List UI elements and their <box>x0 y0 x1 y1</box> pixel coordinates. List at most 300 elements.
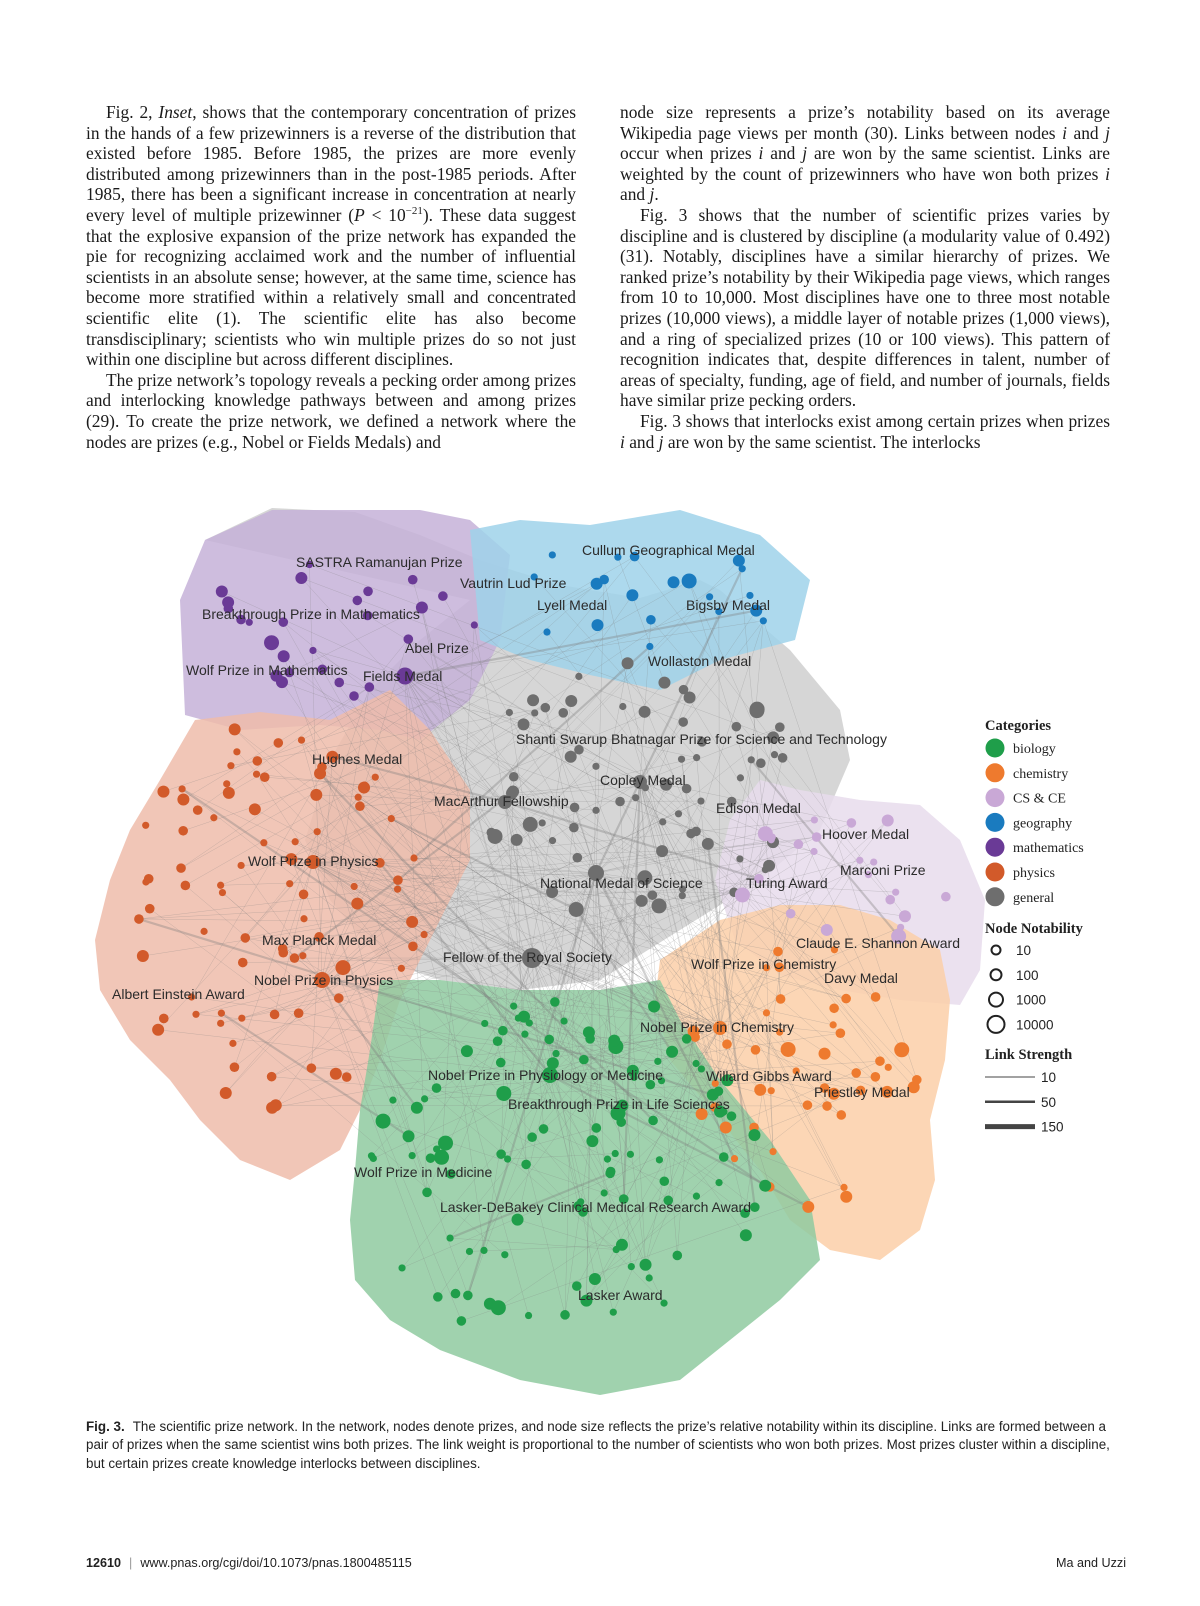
prize-node-cs <box>892 889 899 896</box>
prize-node-physics <box>181 881 191 891</box>
text-run: and <box>1066 122 1106 143</box>
prize-node-chemistry <box>802 1201 814 1213</box>
prize-node-biology <box>659 1176 669 1186</box>
prize-node-biology <box>750 1202 760 1212</box>
legend-notability-label: 10 <box>1016 943 1032 958</box>
prize-node-biology <box>740 1229 752 1241</box>
prize-node-geography <box>591 578 603 590</box>
prize-node-physics <box>233 748 240 755</box>
prize-node-general <box>575 673 582 680</box>
caption-label: Fig. 3. <box>86 1419 125 1434</box>
prize-node-general <box>679 892 686 899</box>
prize-node-biology <box>715 1179 722 1186</box>
prize-node-general <box>636 895 648 907</box>
prize-node-geography <box>592 619 604 631</box>
prize-node-general <box>511 834 523 846</box>
prize-node-biology <box>432 1083 442 1093</box>
prize-node-general <box>732 722 742 732</box>
prize-label: National Medal of Science <box>540 875 703 891</box>
legend-categories-title: Categories <box>985 718 1052 734</box>
prize-node-chemistry <box>912 1075 922 1085</box>
prize-node-biology <box>748 1129 760 1141</box>
prize-node-physics <box>299 952 306 959</box>
prize-node-general <box>569 823 579 833</box>
prize-node-physics <box>220 1087 232 1099</box>
prize-node-cs <box>882 814 894 826</box>
prize-node-geography <box>549 551 556 558</box>
prize-node-biology <box>592 1123 602 1133</box>
text-run: and <box>624 431 659 452</box>
prize-label: Shanti Swarup Bhatnagar Prize for Science and Technology <box>516 731 887 747</box>
legend-category-label: physics <box>1013 866 1055 881</box>
prize-label: Lasker Award <box>578 1287 663 1303</box>
prize-node-biology <box>481 1020 488 1027</box>
prize-node-general <box>656 845 668 857</box>
legend-category-label: biology <box>1013 742 1056 757</box>
prize-node-general <box>771 751 778 758</box>
prize-node-physics <box>266 1102 278 1114</box>
prize-node-physics <box>217 1020 224 1027</box>
prize-label: Davy Medal <box>824 970 898 986</box>
prize-node-mathematics <box>471 621 478 628</box>
prize-label: Fields Medal <box>363 668 443 684</box>
prize-node-biology <box>398 1264 405 1271</box>
prize-node-general <box>778 753 788 763</box>
prize-node-physics <box>179 785 186 792</box>
prize-node-physics <box>398 965 405 972</box>
prize-node-biology <box>521 1160 531 1170</box>
prize-node-physics <box>200 928 207 935</box>
prize-node-geography <box>739 565 746 572</box>
prize-node-physics <box>238 862 245 869</box>
prize-node-physics <box>145 904 155 914</box>
prize-node-physics <box>334 993 344 1003</box>
prize-node-general <box>592 807 599 814</box>
prize-node-general <box>652 898 667 913</box>
prize-node-physics <box>177 793 189 805</box>
prize-node-biology <box>604 1156 611 1163</box>
prize-node-general <box>684 691 696 703</box>
prize-node-physics <box>238 1015 245 1022</box>
prize-node-biology <box>376 1114 391 1129</box>
prize-node-physics <box>178 826 188 836</box>
prize-node-general <box>615 797 625 807</box>
legend-category-label: general <box>1013 890 1055 906</box>
prize-label: Wolf Prize in Chemistry <box>691 956 837 972</box>
prize-node-biology <box>610 1309 617 1316</box>
prize-node-cs <box>899 910 911 922</box>
prize-node-physics <box>299 890 309 900</box>
prize-node-physics <box>193 805 203 815</box>
legend-category-label: CS & CE <box>1013 791 1066 807</box>
caption-text: The scientific prize network. In the network, nodes denote prizes, and node size reflects the prize’s relative notability within its discipline. Links are formed between a pair of prizes when the same scientist wins both prizes. The link weight is proportional to the number of scientists who won both prizes. Most prizes cluster within a discipline, but certain prizes create knowledge interlocks between disciplines. <box>86 1419 1110 1471</box>
prize-node-biology <box>727 1111 737 1121</box>
text-run: i <box>1105 163 1110 184</box>
prize-node-physics <box>223 780 230 787</box>
prize-node-biology <box>422 1188 432 1198</box>
legend-swatch-geography <box>986 813 1005 832</box>
legend-swatch-chemistry <box>986 763 1005 782</box>
prize-node-mathematics <box>264 635 279 650</box>
prize-node-chemistry <box>871 992 881 1002</box>
prize-node-physics <box>260 839 267 846</box>
legend-swatch-mathematics <box>986 838 1005 857</box>
prize-node-biology <box>438 1136 453 1151</box>
legend-notability-label: 100 <box>1016 967 1039 983</box>
prize-node-mathematics <box>216 586 228 598</box>
prize-node-biology <box>409 1152 416 1159</box>
prize-node-physics <box>253 756 263 766</box>
footer-separator: | <box>129 1556 133 1570</box>
legend-notability-circle <box>991 969 1002 980</box>
text-run: The prize network’s topology reveals a pecking order among prizes and interlocking knowledge pathways between and among prizes (29). To create the prize network, we defined a network where the nodes are prizes (e.g., Nobel or Fields Medals) and <box>86 369 576 452</box>
prize-node-physics <box>361 781 368 788</box>
prize-node-biology <box>550 997 560 1007</box>
left_column-paragraph <box>86 370 576 452</box>
prize-node-physics <box>388 815 395 822</box>
prize-node-physics <box>152 1024 164 1036</box>
prize-node-physics <box>294 1008 304 1018</box>
prize-node-physics <box>307 1063 317 1073</box>
prize-node-biology <box>466 1248 473 1255</box>
prize-node-biology <box>560 1310 570 1320</box>
prize-label: Cullum Geographical Medal <box>582 542 755 558</box>
prize-node-physics <box>217 882 224 889</box>
prize-label: Wolf Prize in Mathematics <box>186 662 348 678</box>
prize-node-chemistry <box>840 1184 847 1191</box>
prize-node-biology <box>601 1189 608 1196</box>
prize-node-physics <box>176 863 186 873</box>
prize-node-physics <box>249 803 261 815</box>
legend-notability-circle <box>989 993 1003 1007</box>
prize-node-mathematics <box>438 591 448 601</box>
prize-node-physics <box>210 814 217 821</box>
prize-node-biology <box>666 1046 678 1058</box>
prize-node-general <box>702 838 714 850</box>
prize-node-general <box>506 709 513 716</box>
legend-link-label: 150 <box>1041 1119 1064 1135</box>
prize-node-physics <box>219 889 226 896</box>
prize-label: Albert Einstein Award <box>112 986 245 1002</box>
prize-node-biology <box>498 1026 508 1036</box>
prize-label: Claude E. Shannon Award <box>796 935 960 951</box>
prize-node-chemistry <box>751 1045 761 1055</box>
running-authors: Ma and Uzzi <box>1056 1556 1126 1570</box>
prize-label: Marconi Prize <box>840 862 926 878</box>
prize-node-biology <box>544 1035 554 1045</box>
prize-node-physics <box>300 915 307 922</box>
prize-node-physics <box>142 878 149 885</box>
prize-node-physics <box>342 1072 352 1082</box>
prize-node-physics <box>142 822 149 829</box>
prize-node-chemistry <box>763 1009 770 1016</box>
figure-legend <box>985 718 1084 1135</box>
legend-notability-title: Node Notability <box>985 921 1083 937</box>
prize-node-biology <box>560 1017 567 1024</box>
prize-node-biology <box>389 1097 396 1104</box>
prize-node-biology <box>759 1180 771 1192</box>
prize-node-chemistry <box>776 994 786 1004</box>
prize-node-mathematics <box>334 678 344 688</box>
prize-node-geography <box>626 589 638 601</box>
legend-category-label: geography <box>1013 816 1073 832</box>
left_column-paragraph <box>86 102 576 370</box>
prize-node-general <box>549 837 556 844</box>
prize-node-biology <box>426 1153 436 1163</box>
body-left-column <box>86 102 576 452</box>
prize-node-general <box>518 718 530 730</box>
prize-node-chemistry <box>781 1042 796 1057</box>
prize-label: SASTRA Ramanujan Prize <box>296 554 463 570</box>
prize-label: Edison Medal <box>716 800 801 816</box>
prize-node-cs <box>885 895 895 905</box>
text-run: ). These data suggest that the explosive expansion of the prize network has expanded the pie for recognizing acclaimed work and the number of influential scientists in an absolute sense; however, at the same time, science has become more stratified within a relatively small and concentrated scientific elite (1). The scientific elite has also become transdisciplinary; scientists who win multiple prizes do so not just within one discipline but across different disciplines. <box>86 204 576 370</box>
prize-node-general <box>659 818 666 825</box>
prize-node-biology <box>521 1031 528 1038</box>
text-run: . <box>654 184 659 205</box>
prize-node-physics <box>227 762 234 769</box>
prize-node-geography <box>682 573 697 588</box>
prize-node-biology <box>368 1152 375 1159</box>
prize-node-chemistry <box>754 1084 766 1096</box>
prize-node-geography <box>646 615 656 625</box>
prize-node-general <box>619 703 626 710</box>
legend-notability-circle <box>992 946 1001 955</box>
prize-label: Copley Medal <box>600 772 686 788</box>
prize-label: Breakthrough Prize in Life Sciences <box>508 1096 730 1112</box>
legend-link-label: 50 <box>1041 1094 1057 1110</box>
prize-node-general <box>697 797 704 804</box>
prize-network-figure <box>85 506 1125 1406</box>
prize-node-biology <box>491 1300 506 1315</box>
prize-node-chemistry <box>720 1121 732 1133</box>
right_column-paragraph <box>620 205 1110 411</box>
prize-node-biology <box>656 1156 663 1163</box>
prize-node-physics <box>298 736 305 743</box>
text-run: Fig. 2, <box>106 102 159 122</box>
right_column-paragraph <box>620 102 1110 205</box>
prize-node-biology <box>403 1130 415 1142</box>
text-run: i <box>620 431 625 452</box>
right_column-paragraph <box>620 411 1110 452</box>
prize-node-physics <box>274 738 284 748</box>
region-mathematics <box>180 510 510 740</box>
prize-node-mathematics <box>353 596 363 606</box>
prize-node-physics <box>223 787 235 799</box>
prize-node-physics <box>229 1040 236 1047</box>
prize-node-chemistry <box>840 1191 852 1203</box>
prize-node-chemistry <box>841 994 851 1004</box>
legend-category-label: mathematics <box>1013 841 1084 857</box>
prize-node-physics <box>355 801 365 811</box>
prize-label: Hoover Medal <box>822 826 910 842</box>
legend-notability-label: 1000 <box>1016 992 1047 1008</box>
prize-node-general <box>570 803 580 813</box>
prize-node-biology <box>586 1135 598 1147</box>
prize-node-physics <box>286 880 293 887</box>
prize-node-biology <box>421 1095 428 1102</box>
prize-node-physics <box>137 950 149 962</box>
prize-node-chemistry <box>894 1042 909 1057</box>
text-run: P <box>354 204 365 225</box>
legend-link-label: 10 <box>1041 1070 1057 1085</box>
prize-node-chemistry <box>768 1087 775 1094</box>
text-run: j <box>658 431 664 452</box>
prize-node-physics <box>406 916 418 928</box>
prize-node-physics <box>159 1014 169 1024</box>
prize-label: Bigsby Medal <box>686 597 771 613</box>
page-footer <box>86 1556 1126 1570</box>
prize-node-biology <box>719 1152 729 1162</box>
legend-notability-label: 10000 <box>1016 1017 1054 1033</box>
prize-node-mathematics <box>295 572 307 584</box>
prize-node-mathematics <box>408 575 418 585</box>
doi-link[interactable]: www.pnas.org/cgi/doi/10.1073/pnas.1800485115 <box>140 1556 412 1570</box>
prize-label: Vautrin Lud Prize <box>460 575 567 591</box>
prize-node-general <box>763 860 775 872</box>
prize-node-general <box>565 751 577 763</box>
text-run: < 10 <box>364 204 406 225</box>
prize-node-physics <box>330 1068 342 1080</box>
prize-node-physics <box>372 774 379 781</box>
prize-node-general <box>678 756 685 763</box>
prize-node-biology <box>612 1150 619 1157</box>
prize-node-physics <box>218 1010 225 1017</box>
prize-node-cs <box>786 909 796 919</box>
prize-node-biology <box>496 1058 506 1068</box>
prize-node-biology <box>608 1035 620 1047</box>
prize-node-biology <box>654 1058 661 1065</box>
prize-node-general <box>487 828 497 838</box>
prize-node-general <box>648 890 658 900</box>
prize-node-physics <box>408 941 418 951</box>
prize-node-biology <box>648 1116 658 1126</box>
prize-node-general <box>539 819 546 826</box>
prize-node-chemistry <box>731 1155 738 1162</box>
figure-caption <box>86 1418 1126 1473</box>
prize-node-general <box>691 827 701 837</box>
prize-node-physics <box>267 1072 277 1082</box>
prize-node-physics <box>421 931 428 938</box>
prize-node-biology <box>480 1247 487 1254</box>
prize-node-cs <box>941 892 951 902</box>
prize-label: Nobel Prize in Chemistry <box>640 1019 795 1035</box>
prize-node-general <box>639 706 651 718</box>
prize-node-physics <box>355 794 362 801</box>
prize-node-geography <box>646 643 653 650</box>
prize-node-general <box>592 763 599 770</box>
prize-node-biology <box>510 1003 517 1010</box>
prize-node-physics <box>230 1062 240 1072</box>
legend-category-label: chemistry <box>1013 766 1069 782</box>
prize-node-physics <box>157 786 169 798</box>
prize-node-physics <box>292 838 299 845</box>
prize-node-biology <box>446 1234 453 1241</box>
text-run: , shows that the contemporary concentration of prizes in the hands of a few prizewinners is a reverse of the distribution that existed before 1985. Before 1985, the prizes are more evenly distributed among prizewinners than in the post-1985 periods. After 1985, there has been a significant increase in concentration at nearly every level of multiple prizewinner ( <box>86 102 576 225</box>
prize-node-chemistry <box>830 1021 837 1028</box>
prize-label: Willard Gibbs Award <box>706 1068 832 1084</box>
text-run: Fig. 3 shows that interlocks exist among certain prizes when prizes <box>640 410 1110 431</box>
legend-link-title: Link Strength <box>985 1047 1073 1063</box>
prize-node-mathematics <box>309 647 316 654</box>
page-number: 12610 <box>86 1556 122 1570</box>
prize-node-biology <box>682 1034 692 1044</box>
text-run: and <box>620 184 650 205</box>
prize-node-general <box>565 695 577 707</box>
prize-node-general <box>569 902 584 917</box>
prize-node-chemistry <box>875 1056 885 1066</box>
prize-node-general <box>509 772 519 782</box>
prize-node-biology <box>411 1102 423 1114</box>
prize-label: Lasker-DeBakey Clinical Medical Research Award <box>440 1199 751 1215</box>
prize-node-biology <box>589 1273 601 1285</box>
prize-node-biology <box>640 1259 652 1271</box>
prize-node-physics <box>260 772 270 782</box>
prize-node-chemistry <box>836 1028 846 1038</box>
prize-label: Nobel Prize in Physiology or Medicine <box>428 1067 663 1083</box>
prize-label: Breakthrough Prize in Mathematics <box>202 606 420 622</box>
prize-node-general <box>632 794 639 801</box>
text-run: occur when prizes <box>620 143 759 164</box>
prize-node-biology <box>433 1145 440 1152</box>
prize-node-cs <box>768 836 775 843</box>
legend-swatch-physics <box>986 863 1005 882</box>
prize-node-biology <box>518 1011 530 1023</box>
prize-node-biology <box>628 1263 635 1270</box>
prize-node-general <box>541 703 551 713</box>
prize-node-physics <box>314 828 321 835</box>
prize-node-physics <box>238 958 248 968</box>
prize-node-general <box>693 754 700 761</box>
prize-node-general <box>756 758 766 768</box>
prize-node-cs <box>810 848 817 855</box>
prize-node-chemistry <box>773 947 783 957</box>
text-run: j <box>802 143 808 164</box>
prize-label: Lyell Medal <box>537 597 608 613</box>
prize-node-physics <box>394 886 401 893</box>
prize-node-physics <box>410 854 417 861</box>
prize-node-mathematics <box>349 691 359 701</box>
prize-node-biology <box>627 1151 634 1158</box>
text-run: node size represents a prize’s notability based on its average Wikipedia page views per month (30). Links between nodes <box>620 102 1110 143</box>
prize-node-geography <box>543 628 550 635</box>
prize-label: Wolf Prize in Medicine <box>354 1164 493 1180</box>
prize-node-general <box>573 853 583 863</box>
prize-node-biology <box>672 1251 682 1261</box>
legend-swatch-biology <box>986 739 1005 758</box>
prize-node-chemistry <box>769 1148 776 1155</box>
prize-node-general <box>678 717 688 727</box>
prize-node-biology <box>461 1045 473 1057</box>
prize-node-biology <box>525 1312 532 1319</box>
prize-node-general <box>622 657 634 669</box>
prize-node-general <box>749 703 764 718</box>
prize-node-biology <box>512 1214 524 1226</box>
prize-node-physics <box>351 883 358 890</box>
prize-node-cs <box>812 832 822 842</box>
prize-node-mathematics <box>363 587 373 597</box>
prize-node-biology <box>616 1239 628 1251</box>
body-right-column <box>620 102 1110 452</box>
prize-node-physics <box>393 875 403 885</box>
prize-label: Turing Award <box>746 875 828 891</box>
prize-node-biology <box>451 1289 461 1299</box>
prize-node-biology <box>698 1065 705 1072</box>
prize-node-biology <box>493 1036 503 1046</box>
prize-node-chemistry <box>851 1068 861 1078</box>
prize-node-biology <box>539 1124 549 1134</box>
prize-node-general <box>527 694 539 706</box>
